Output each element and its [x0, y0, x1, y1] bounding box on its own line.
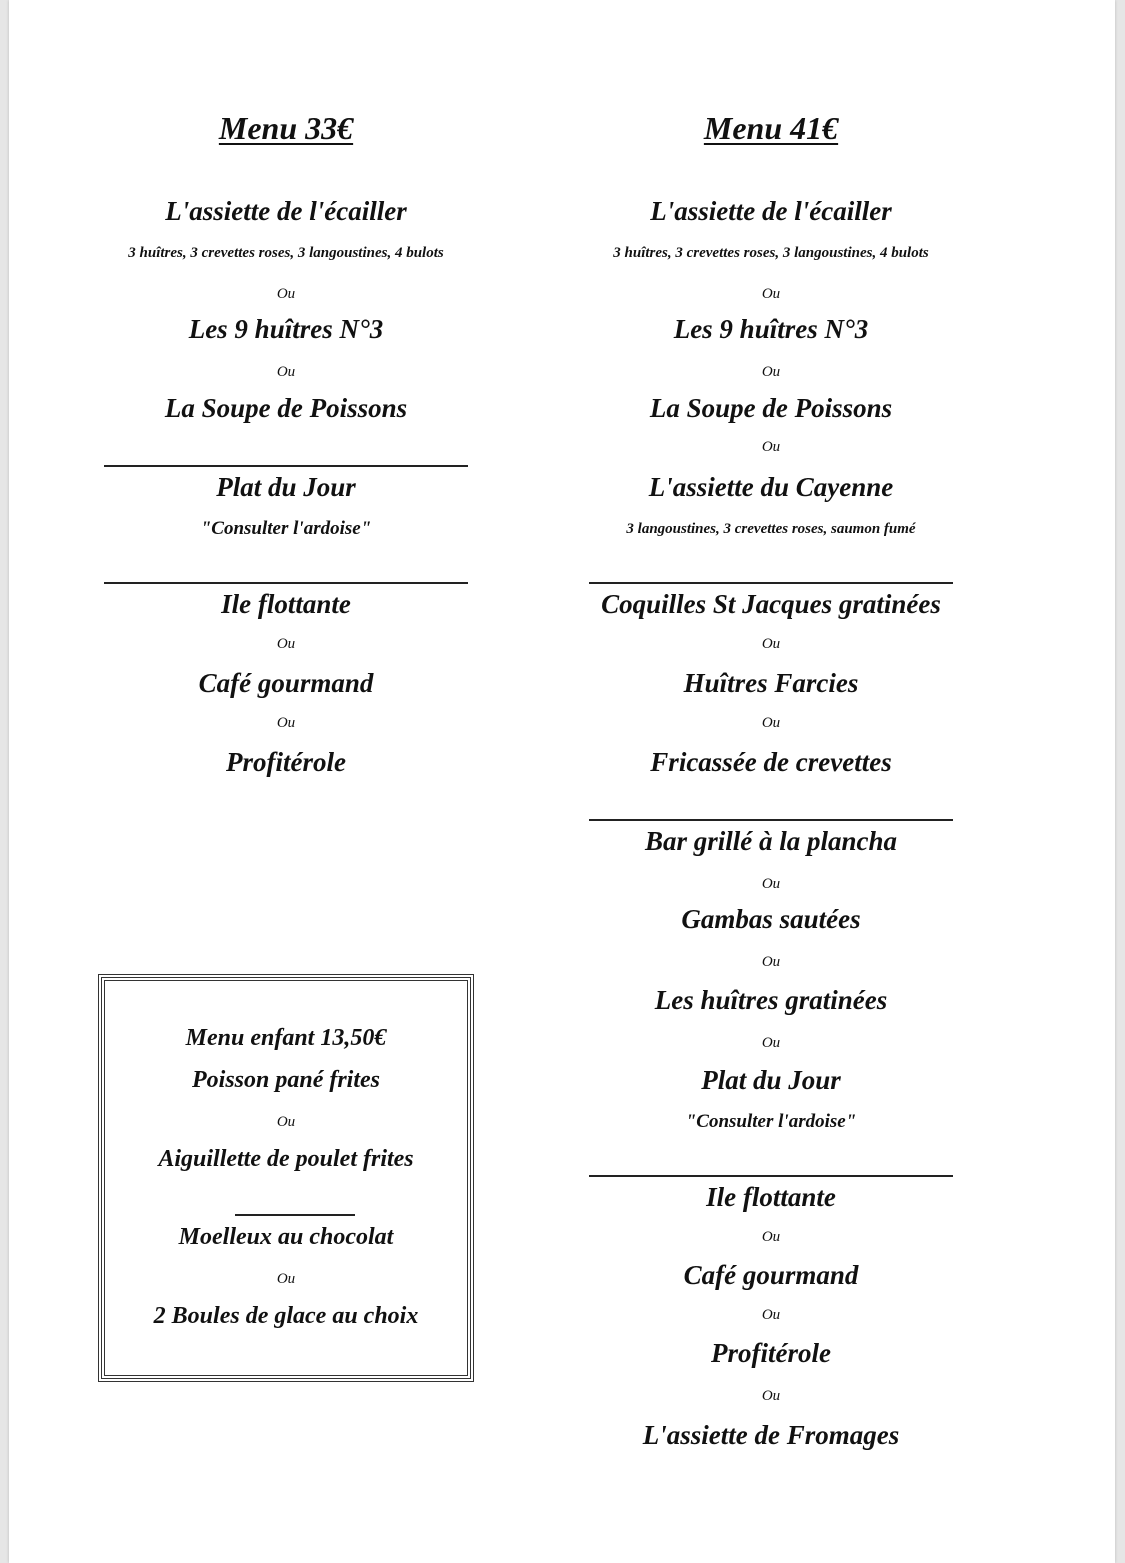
kids-menu-title: Menu enfant 13,50€ — [185, 1025, 387, 1051]
menu-41-starter-huitres: Les 9 huîtres N°3 — [673, 314, 869, 344]
menu-33-starter-ecailler-description: 3 huîtres, 3 crevettes roses, 3 langoustines, 4 bulots — [128, 245, 444, 261]
or-separator: Ou — [761, 876, 781, 892]
or-separator: Ou — [276, 286, 296, 302]
menu-33-starter-huitres: Les 9 huîtres N°3 — [188, 314, 384, 344]
menu-41-main-gambas: Gambas sautées — [681, 904, 861, 934]
menu-41-title: Menu 41€ — [703, 110, 839, 146]
menu-page — [9, 0, 1115, 1563]
or-separator: Ou — [761, 286, 781, 302]
section-divider — [589, 582, 953, 584]
kids-dessert-moelleux: Moelleux au chocolat — [178, 1224, 394, 1250]
or-separator: Ou — [761, 636, 781, 652]
or-separator: Ou — [761, 1229, 781, 1245]
menu-41-main-plat-du-jour: Plat du Jour — [701, 1065, 841, 1095]
menu-41-starter-ecailler-description: 3 huîtres, 3 crevettes roses, 3 langoustines, 4 bulots — [613, 245, 929, 261]
menu-41-main-bar-grille: Bar grillé à la plancha — [644, 826, 898, 856]
menu-33-starter-soupe: La Soupe de Poissons — [164, 393, 408, 423]
or-separator: Ou — [761, 715, 781, 731]
menu-41-starter-cayenne: L'assiette du Cayenne — [648, 472, 894, 502]
or-separator: Ou — [761, 1307, 781, 1323]
section-divider — [589, 1175, 953, 1177]
kids-dessert-glace: 2 Boules de glace au choix — [153, 1303, 419, 1329]
menu-41-course-coquilles: Coquilles St Jacques gratinées — [601, 589, 941, 619]
menu-41-main-huitres-gratinees: Les huîtres gratinées — [654, 985, 888, 1015]
section-divider — [104, 582, 468, 584]
kids-main-aiguillette: Aiguillette de poulet frites — [158, 1146, 414, 1172]
menu-41-dessert-fromages: L'assiette de Fromages — [642, 1420, 900, 1450]
menu-33-title: Menu 33€ — [218, 110, 354, 146]
kids-main-poisson-pane: Poisson pané frites — [191, 1067, 380, 1093]
or-separator: Ou — [761, 954, 781, 970]
menu-33-starter-ecailler: L'assiette de l'écailler — [165, 196, 407, 226]
or-separator: Ou — [761, 439, 781, 455]
or-separator: Ou — [276, 636, 296, 652]
or-separator: Ou — [276, 1271, 296, 1287]
or-separator: Ou — [276, 715, 296, 731]
menu-41-dessert-profiterole: Profitérole — [711, 1338, 831, 1368]
menu-41-course-huitres-farcies: Huîtres Farcies — [683, 668, 859, 698]
section-divider — [235, 1214, 355, 1216]
menu-33-main-note: "Consulter l'ardoise" — [200, 518, 372, 539]
or-separator: Ou — [761, 1388, 781, 1404]
menu-41-course-fricassee: Fricassée de crevettes — [650, 747, 892, 777]
menu-41-starter-cayenne-description: 3 langoustines, 3 crevettes roses, saumon fumé — [626, 521, 916, 537]
menu-33-dessert-cafe-gourmand: Café gourmand — [198, 668, 374, 698]
menu-33-main-plat-du-jour: Plat du Jour — [216, 472, 356, 502]
or-separator: Ou — [761, 364, 781, 380]
menu-33-dessert-profiterole: Profitérole — [226, 747, 346, 777]
or-separator: Ou — [276, 1114, 296, 1130]
or-separator: Ou — [761, 1035, 781, 1051]
menu-41-dessert-cafe-gourmand: Café gourmand — [683, 1260, 859, 1290]
menu-33-dessert-ile-flottante: Ile flottante — [221, 589, 351, 619]
menu-41-starter-ecailler: L'assiette de l'écailler — [650, 196, 892, 226]
or-separator: Ou — [276, 364, 296, 380]
menu-41-main-note: "Consulter l'ardoise" — [685, 1111, 857, 1132]
section-divider — [589, 819, 953, 821]
menu-41-dessert-ile-flottante: Ile flottante — [706, 1182, 836, 1212]
section-divider — [104, 465, 468, 467]
menu-41-starter-soupe: La Soupe de Poissons — [649, 393, 893, 423]
